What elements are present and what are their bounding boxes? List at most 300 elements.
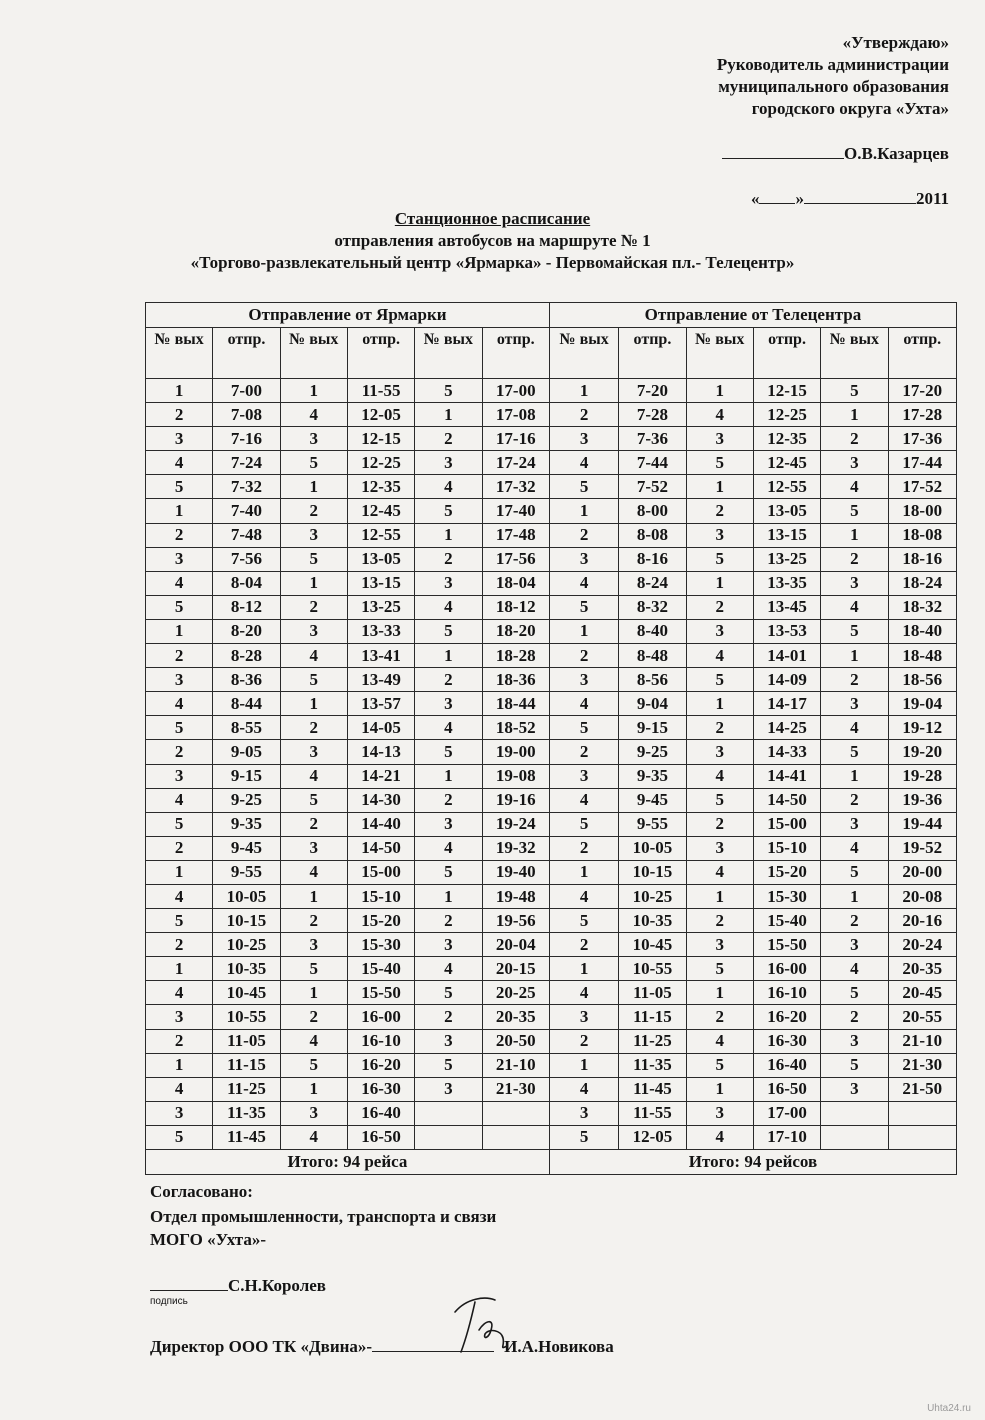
podpis-caption: подпись [150, 1296, 188, 1307]
approval-block [717, 32, 949, 120]
bus-number-cell: 4 [821, 957, 888, 981]
departure-time-cell: 17-48 [482, 523, 549, 547]
col-header-num: № вых [686, 328, 753, 379]
bus-number-cell: 3 [280, 427, 347, 451]
bus-number-cell: 3 [146, 1101, 213, 1125]
bus-number-cell: 4 [821, 716, 888, 740]
bus-number-cell: 3 [821, 1077, 888, 1101]
bus-number-cell: 3 [146, 764, 213, 788]
departure-time-cell: 10-45 [619, 933, 686, 957]
bus-number-cell: 2 [549, 836, 618, 860]
departure-time-cell: 19-32 [482, 836, 549, 860]
approval-heading: «Утверждаю» [842, 33, 949, 52]
table-row [146, 788, 957, 812]
bus-number-cell: 4 [686, 403, 753, 427]
bus-number-cell: 2 [686, 1005, 753, 1029]
bus-number-cell: 5 [821, 1053, 888, 1077]
bus-number-cell: 1 [146, 1053, 213, 1077]
departure-time-cell: 7-00 [213, 379, 280, 403]
bus-number-cell: 1 [549, 860, 618, 884]
departure-time-cell: 20-25 [482, 981, 549, 1005]
bus-number-cell: 3 [549, 668, 618, 692]
departure-time-cell: 7-08 [213, 403, 280, 427]
departure-time-cell: 12-05 [619, 1125, 686, 1149]
bus-number-cell: 3 [146, 547, 213, 571]
table-row [146, 1125, 957, 1149]
document-title [0, 208, 985, 274]
table-row [146, 860, 957, 884]
bus-number-cell: 1 [280, 571, 347, 595]
bus-number-cell: 4 [146, 788, 213, 812]
bus-number-cell: 3 [146, 427, 213, 451]
title-route: «Торгово-развлекательный центр «Ярмарка» - Первомайская пл.- Телецентр» [190, 253, 795, 272]
departure-time-cell: 8-56 [619, 668, 686, 692]
bus-number-cell: 2 [146, 933, 213, 957]
total-yarmarka: Итого: 94 рейса [146, 1150, 550, 1175]
departure-time-cell: 11-35 [619, 1053, 686, 1077]
month-blank [804, 189, 916, 204]
departure-time-cell: 15-30 [347, 933, 414, 957]
table-row [146, 981, 957, 1005]
table-row [146, 619, 957, 643]
bus-number-cell: 2 [280, 499, 347, 523]
departure-time-cell: 8-44 [213, 692, 280, 716]
bus-number-cell: 3 [686, 523, 753, 547]
bus-number-cell: 1 [821, 884, 888, 908]
departure-time-cell: 14-33 [753, 740, 820, 764]
bus-number-cell: 1 [821, 403, 888, 427]
bus-number-cell: 2 [415, 788, 482, 812]
bus-number-cell: 4 [146, 451, 213, 475]
table-row [146, 595, 957, 619]
bus-number-cell: 5 [280, 957, 347, 981]
departure-time-cell: 8-48 [619, 644, 686, 668]
departure-time-cell: 12-05 [347, 403, 414, 427]
departure-time-cell [888, 1125, 956, 1149]
bus-number-cell: 2 [415, 427, 482, 451]
departure-time-cell: 11-45 [213, 1125, 280, 1149]
bus-number-cell: 5 [821, 860, 888, 884]
departure-time-cell: 16-30 [347, 1077, 414, 1101]
departure-time-cell: 14-50 [753, 788, 820, 812]
departure-time-cell: 10-15 [619, 860, 686, 884]
bus-number-cell: 3 [549, 547, 618, 571]
departure-time-cell: 9-05 [213, 740, 280, 764]
totals-row [146, 1150, 957, 1175]
departure-time-cell: 9-15 [619, 716, 686, 740]
table-row [146, 451, 957, 475]
bus-number-cell: 2 [549, 523, 618, 547]
departure-time-cell: 17-00 [482, 379, 549, 403]
bus-number-cell: 5 [415, 981, 482, 1005]
bus-number-cell: 2 [280, 1005, 347, 1029]
bus-number-cell: 1 [686, 981, 753, 1005]
bus-number-cell: 5 [146, 475, 213, 499]
signature-blank [722, 144, 844, 159]
bus-number-cell: 1 [280, 884, 347, 908]
bus-number-cell: 4 [686, 860, 753, 884]
col-header-time: отпр. [213, 328, 280, 379]
bus-number-cell: 1 [549, 1053, 618, 1077]
departure-time-cell: 20-50 [482, 1029, 549, 1053]
departure-time-cell: 16-20 [347, 1053, 414, 1077]
departure-time-cell: 19-36 [888, 788, 956, 812]
table-row [146, 764, 957, 788]
bus-number-cell: 2 [280, 595, 347, 619]
bus-number-cell [821, 1125, 888, 1149]
table-row [146, 547, 957, 571]
bus-number-cell: 4 [821, 836, 888, 860]
departure-time-cell: 7-44 [619, 451, 686, 475]
departure-time-cell: 11-25 [213, 1077, 280, 1101]
col-header-time: отпр. [482, 328, 549, 379]
bus-number-cell: 5 [686, 451, 753, 475]
approval-signer: О.В.Казарцев [844, 144, 949, 163]
schedule-body [146, 379, 957, 1150]
departure-time-cell: 19-08 [482, 764, 549, 788]
departure-time-cell: 16-50 [347, 1125, 414, 1149]
departure-time-cell: 20-08 [888, 884, 956, 908]
bus-number-cell: 5 [146, 812, 213, 836]
departure-time-cell [482, 1101, 549, 1125]
bus-number-cell: 3 [280, 523, 347, 547]
departure-time-cell: 11-45 [619, 1077, 686, 1101]
bus-number-cell: 1 [146, 860, 213, 884]
table-row [146, 740, 957, 764]
departure-time-cell: 14-50 [347, 836, 414, 860]
korolev-signature-line [150, 1274, 326, 1297]
departure-time-cell: 19-48 [482, 884, 549, 908]
bus-number-cell: 1 [280, 692, 347, 716]
bus-number-cell: 4 [280, 644, 347, 668]
table-row [146, 909, 957, 933]
bus-number-cell: 1 [146, 379, 213, 403]
bus-number-cell: 1 [549, 499, 618, 523]
departure-time-cell: 19-04 [888, 692, 956, 716]
table-row [146, 668, 957, 692]
bus-number-cell: 2 [686, 716, 753, 740]
bus-number-cell: 2 [415, 668, 482, 692]
bus-number-cell: 2 [686, 595, 753, 619]
bus-number-cell: 3 [280, 619, 347, 643]
departure-time-cell: 7-28 [619, 403, 686, 427]
departure-time-cell: 19-12 [888, 716, 956, 740]
bus-number-cell: 2 [821, 1005, 888, 1029]
bus-number-cell: 3 [146, 668, 213, 692]
departure-time-cell: 18-24 [888, 571, 956, 595]
departure-time-cell: 12-15 [347, 427, 414, 451]
bus-number-cell: 5 [415, 860, 482, 884]
bus-number-cell: 5 [415, 1053, 482, 1077]
departure-time-cell: 11-55 [347, 379, 414, 403]
departure-time-cell: 20-35 [888, 957, 956, 981]
bus-number-cell: 5 [415, 619, 482, 643]
bus-number-cell: 5 [821, 499, 888, 523]
bus-number-cell: 1 [280, 475, 347, 499]
departure-time-cell: 20-00 [888, 860, 956, 884]
bus-number-cell: 1 [686, 379, 753, 403]
mogo-name: МОГО «Ухта»- [150, 1230, 267, 1249]
departure-time-cell: 17-00 [753, 1101, 820, 1125]
bus-number-cell: 1 [686, 1077, 753, 1101]
departure-time-cell: 9-55 [213, 860, 280, 884]
bus-number-cell: 3 [415, 571, 482, 595]
bus-number-cell: 4 [549, 451, 618, 475]
departure-time-cell: 19-40 [482, 860, 549, 884]
bus-number-cell: 5 [280, 1053, 347, 1077]
director-title: Директор ООО ТК «Двина»- [150, 1337, 373, 1356]
bus-number-cell: 4 [549, 788, 618, 812]
bus-number-cell: 4 [549, 981, 618, 1005]
departure-time-cell: 18-56 [888, 668, 956, 692]
departure-time-cell: 13-25 [753, 547, 820, 571]
departure-time-cell: 15-10 [347, 884, 414, 908]
departure-time-cell: 18-28 [482, 644, 549, 668]
departure-time-cell: 9-55 [619, 812, 686, 836]
bus-number-cell: 3 [415, 1029, 482, 1053]
departure-time-cell: 7-56 [213, 547, 280, 571]
bus-number-cell: 4 [415, 475, 482, 499]
bus-number-cell: 4 [549, 884, 618, 908]
bus-number-cell: 2 [686, 909, 753, 933]
bus-number-cell: 3 [821, 451, 888, 475]
departure-time-cell: 17-16 [482, 427, 549, 451]
bus-number-cell: 2 [821, 668, 888, 692]
title-main: Станционное расписание [394, 209, 591, 228]
departure-time-cell: 16-20 [753, 1005, 820, 1029]
departure-time-cell: 13-15 [753, 523, 820, 547]
bus-number-cell: 2 [821, 547, 888, 571]
bus-number-cell: 4 [415, 836, 482, 860]
table-row [146, 692, 957, 716]
bus-number-cell: 5 [146, 909, 213, 933]
bus-number-cell: 4 [146, 692, 213, 716]
departure-time-cell: 10-25 [213, 933, 280, 957]
departure-time-cell: 9-15 [213, 764, 280, 788]
table-row [146, 499, 957, 523]
bus-number-cell: 1 [549, 957, 618, 981]
departure-time-cell: 18-44 [482, 692, 549, 716]
bus-number-cell: 2 [280, 909, 347, 933]
bus-number-cell: 3 [821, 571, 888, 595]
departure-time-cell: 13-15 [347, 571, 414, 595]
departure-time-cell: 18-40 [888, 619, 956, 643]
bus-number-cell: 5 [415, 379, 482, 403]
departure-time-cell: 21-30 [482, 1077, 549, 1101]
bus-number-cell: 4 [280, 1125, 347, 1149]
departure-time-cell: 11-15 [213, 1053, 280, 1077]
departure-time-cell: 19-16 [482, 788, 549, 812]
departure-time-cell: 9-45 [619, 788, 686, 812]
departure-time-cell: 11-55 [619, 1101, 686, 1125]
bus-number-cell: 4 [549, 1077, 618, 1101]
departure-time-cell: 7-36 [619, 427, 686, 451]
bus-number-cell: 5 [280, 547, 347, 571]
departure-time-cell: 7-40 [213, 499, 280, 523]
table-row [146, 1029, 957, 1053]
departure-time-cell: 17-20 [888, 379, 956, 403]
korolev-blank [150, 1276, 228, 1291]
bus-number-cell: 3 [821, 812, 888, 836]
col-header-time: отпр. [619, 328, 686, 379]
director-line [150, 1335, 614, 1358]
departure-time-cell [888, 1101, 956, 1125]
approval-district: городского округа «Ухта» [751, 99, 949, 118]
bus-number-cell: 3 [415, 933, 482, 957]
departure-time-cell: 13-57 [347, 692, 414, 716]
table-column-header [146, 328, 957, 379]
table-row [146, 836, 957, 860]
departure-time-cell: 16-50 [753, 1077, 820, 1101]
bus-number-cell: 5 [280, 668, 347, 692]
group-header-yarmarka: Отправление от Ярмарки [146, 303, 550, 328]
bus-number-cell: 1 [821, 523, 888, 547]
bus-number-cell: 5 [415, 740, 482, 764]
bus-number-cell: 2 [821, 427, 888, 451]
departure-time-cell: 17-36 [888, 427, 956, 451]
bus-number-cell: 5 [415, 499, 482, 523]
bus-number-cell: 2 [549, 740, 618, 764]
departure-time-cell: 16-40 [347, 1101, 414, 1125]
departure-time-cell: 10-45 [213, 981, 280, 1005]
departure-time-cell: 10-35 [213, 957, 280, 981]
departure-time-cell: 20-35 [482, 1005, 549, 1029]
table-row [146, 1101, 957, 1125]
departure-time-cell: 19-52 [888, 836, 956, 860]
col-header-num: № вых [821, 328, 888, 379]
table-row [146, 884, 957, 908]
bus-number-cell: 3 [415, 1077, 482, 1101]
bus-number-cell: 4 [146, 884, 213, 908]
bus-number-cell: 2 [686, 499, 753, 523]
departure-time-cell: 12-35 [753, 427, 820, 451]
bus-number-cell: 1 [821, 644, 888, 668]
departure-time-cell: 8-00 [619, 499, 686, 523]
departure-time-cell: 18-04 [482, 571, 549, 595]
bus-number-cell: 2 [821, 788, 888, 812]
bus-number-cell: 4 [686, 764, 753, 788]
bus-number-cell: 3 [549, 764, 618, 788]
bus-number-cell: 1 [146, 499, 213, 523]
departure-time-cell: 10-15 [213, 909, 280, 933]
group-header-telecentr: Отправление от Телецентра [549, 303, 956, 328]
departure-time-cell: 8-04 [213, 571, 280, 595]
title-subtitle: отправления автобусов на маршруте № 1 [334, 231, 651, 250]
bus-number-cell: 2 [146, 740, 213, 764]
bus-number-cell: 3 [821, 692, 888, 716]
departure-time-cell: 14-01 [753, 644, 820, 668]
approval-signature-line [722, 144, 949, 164]
departure-time-cell: 7-20 [619, 379, 686, 403]
departure-time-cell: 13-49 [347, 668, 414, 692]
departure-time-cell: 8-16 [619, 547, 686, 571]
departure-time-cell: 15-40 [347, 957, 414, 981]
departure-time-cell: 14-40 [347, 812, 414, 836]
bus-number-cell: 4 [415, 957, 482, 981]
director-name: И.А.Новикова [504, 1337, 614, 1356]
bus-number-cell: 4 [280, 403, 347, 427]
table-group-header [146, 303, 957, 328]
bus-number-cell: 2 [821, 909, 888, 933]
col-header-num: № вых [549, 328, 618, 379]
departure-time-cell: 13-33 [347, 619, 414, 643]
departure-time-cell: 18-32 [888, 595, 956, 619]
date-quote-close: » [795, 189, 804, 208]
bus-number-cell: 5 [686, 1053, 753, 1077]
department-name: Отдел промышленности, транспорта и связи [150, 1207, 497, 1226]
bus-number-cell: 2 [146, 403, 213, 427]
table-row [146, 812, 957, 836]
departure-time-cell: 17-28 [888, 403, 956, 427]
departure-time-cell: 7-32 [213, 475, 280, 499]
departure-time-cell: 18-52 [482, 716, 549, 740]
departure-time-cell: 18-48 [888, 644, 956, 668]
col-header-time: отпр. [347, 328, 414, 379]
departure-time-cell: 12-15 [753, 379, 820, 403]
bus-number-cell: 1 [549, 619, 618, 643]
departure-time-cell: 16-10 [753, 981, 820, 1005]
departure-time-cell: 8-32 [619, 595, 686, 619]
departure-time-cell: 12-55 [753, 475, 820, 499]
bus-number-cell: 1 [415, 523, 482, 547]
bus-number-cell: 4 [686, 1125, 753, 1149]
table-row [146, 427, 957, 451]
bus-number-cell: 2 [549, 1029, 618, 1053]
bus-number-cell: 1 [415, 403, 482, 427]
departure-time-cell: 20-55 [888, 1005, 956, 1029]
bus-number-cell: 1 [549, 379, 618, 403]
departure-time-cell: 14-17 [753, 692, 820, 716]
departure-time-cell: 20-24 [888, 933, 956, 957]
col-header-time: отпр. [888, 328, 956, 379]
handwritten-signature [445, 1290, 525, 1360]
departure-time-cell: 14-30 [347, 788, 414, 812]
col-header-num: № вых [146, 328, 213, 379]
departure-time-cell: 11-05 [619, 981, 686, 1005]
departure-time-cell: 13-05 [347, 547, 414, 571]
departure-time-cell: 13-41 [347, 644, 414, 668]
departure-time-cell: 15-10 [753, 836, 820, 860]
bus-number-cell: 1 [280, 379, 347, 403]
departure-time-cell: 17-08 [482, 403, 549, 427]
bus-number-cell: 5 [686, 547, 753, 571]
table-row [146, 475, 957, 499]
table-row [146, 1077, 957, 1101]
bus-number-cell: 5 [280, 451, 347, 475]
bus-number-cell: 1 [146, 957, 213, 981]
bus-number-cell: 1 [146, 619, 213, 643]
bus-number-cell: 2 [549, 933, 618, 957]
bus-number-cell: 5 [549, 475, 618, 499]
departure-time-cell: 10-35 [619, 909, 686, 933]
departure-time-cell: 17-40 [482, 499, 549, 523]
bus-number-cell: 5 [821, 619, 888, 643]
departure-time-cell: 10-55 [213, 1005, 280, 1029]
departure-time-cell: 15-00 [753, 812, 820, 836]
bus-number-cell: 1 [686, 571, 753, 595]
departure-time-cell: 7-52 [619, 475, 686, 499]
col-header-num: № вых [415, 328, 482, 379]
day-blank [759, 189, 795, 204]
bus-number-cell: 3 [821, 1029, 888, 1053]
schedule-table [145, 302, 957, 1175]
bus-number-cell: 3 [549, 427, 618, 451]
bus-number-cell: 3 [280, 740, 347, 764]
departure-time-cell: 20-04 [482, 933, 549, 957]
bus-number-cell: 5 [280, 788, 347, 812]
departure-time-cell: 16-00 [347, 1005, 414, 1029]
bus-number-cell: 1 [686, 884, 753, 908]
